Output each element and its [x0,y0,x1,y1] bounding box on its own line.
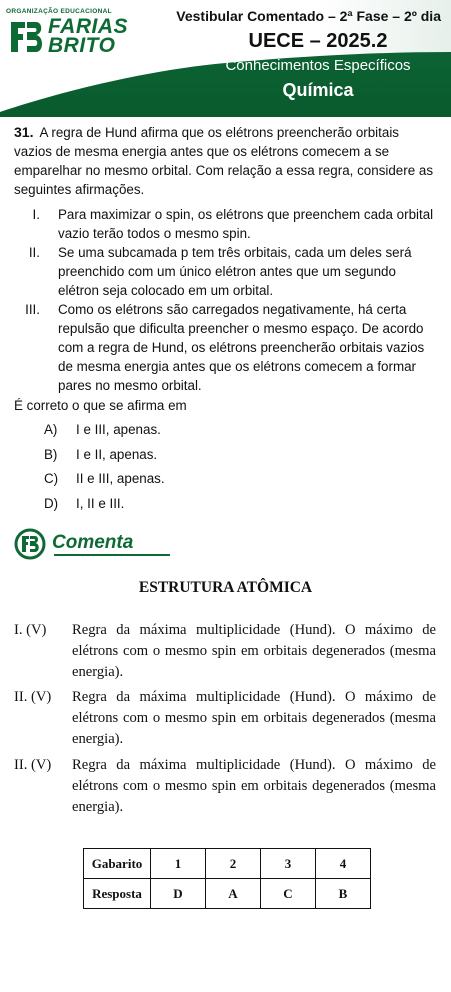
header-exam-title: Vestibular Comentado – 2ª Fase – 2º dia [176,8,441,24]
table-cell: 2 [206,849,261,879]
statement-numeral: II. [28,245,40,260]
header-area: Conhecimentos Específicos [225,57,411,74]
answer-key-table [83,848,371,909]
comenta-underline [54,554,170,556]
table-cell: D [151,879,206,909]
farias-brito-logo [6,8,136,62]
question-prompt: É correto o que se afirma em [14,398,187,413]
option-text: II e III, apenas. [76,471,165,486]
statement-numeral: I. [32,207,40,222]
commentary-title: ESTRUTURA ATÔMICA [138,579,313,596]
table-cell: 1 [151,849,206,879]
table-cell: B [316,879,371,909]
comenta-label: Comenta [52,532,134,553]
table-cell: C [261,879,316,909]
option-d[interactable] [44,492,165,517]
statement-numeral: III. [25,302,40,317]
statement-item [14,205,440,243]
header-subject: Química [282,80,354,100]
option-b[interactable] [44,443,165,468]
table-cell: 3 [261,849,316,879]
option-text: I e II, apenas. [76,446,158,462]
table-cell: 4 [316,849,371,879]
fb-logo-icon [10,20,44,54]
option-text: I, II e III. [76,495,125,511]
header-exam-name: UECE – 2025.2 [248,30,388,52]
commentary-item [14,687,436,750]
commentary-text: Regra da máxima multiplicidade (Hund). O máximo de elétrons com o mesmo spin em orbitais degenerados (mesma energia). [72,622,436,680]
option-a[interactable] [44,418,165,443]
statement-list [14,205,440,395]
logo-org-text: ORGANIZAÇÃO EDUCACIONAL [6,8,112,15]
commentary-label: I. (V) [14,622,47,638]
table-cell: A [206,879,261,909]
commentary-label: II. (V) [14,689,52,705]
fb-circle-icon [14,528,48,560]
statement-text: Se uma subcamada p tem três orbitais, cada um deles será preenchido com um único elétron antes que um segundo elétron seja colocado em um orbital. [58,245,412,298]
statement-item [14,300,440,395]
commentary-label: II. (V) [14,757,52,773]
answer-options [44,418,165,516]
commentary-text: Regra da máxima multiplicidade (Hund). O máximo de elétrons com o mesmo spin em orbitais degenerados (mesma energia). [72,689,436,747]
commentary-text: Regra da máxima multiplicidade (Hund). O máximo de elétrons com o mesmo spin em orbitais degenerados (mesma energia). [72,757,436,815]
option-letter: B) [44,446,58,462]
question-stem-text: A regra de Hund afirma que os elétrons preencherão orbitais vazios de mesma energia antes que os elétrons comecem a se emparelhar no mesmo orbital. Com relação a essa regra, considere as seguintes afirmações. [14,125,434,197]
option-letter: D) [44,495,59,511]
commentary-item [14,755,436,818]
statement-text: Para maximizar o spin, os elétrons que preenchem cada orbital vazio terão todos o mesmo spin. [58,207,434,241]
table-row [84,849,371,879]
table-row [84,879,371,909]
logo-word-brito: BRITO [48,34,116,57]
option-letter: A) [44,422,58,437]
option-letter: C) [44,471,59,486]
logo-word-farias: FARIAS [48,15,129,38]
page-header [0,0,451,117]
table-header-gabarito: Gabarito [84,849,151,879]
option-text: I e III, apenas. [76,422,161,437]
statement-item [14,243,440,300]
option-c[interactable] [44,467,165,492]
question-number: 31. [14,124,34,140]
comenta-logo [14,528,164,560]
question-stem [14,123,440,199]
table-header-resposta: Resposta [84,879,151,909]
commentary-item [14,620,436,683]
statement-text: Como os elétrons são carregados negativamente, há certa repulsão que dificulta preencher o mesmo espaço. De acordo com a regra de Hund, os elétrons preencherão orbitais vazios de mesma energia antes que os elétrons comecem a formar pares no mesmo orbital. [58,302,425,393]
